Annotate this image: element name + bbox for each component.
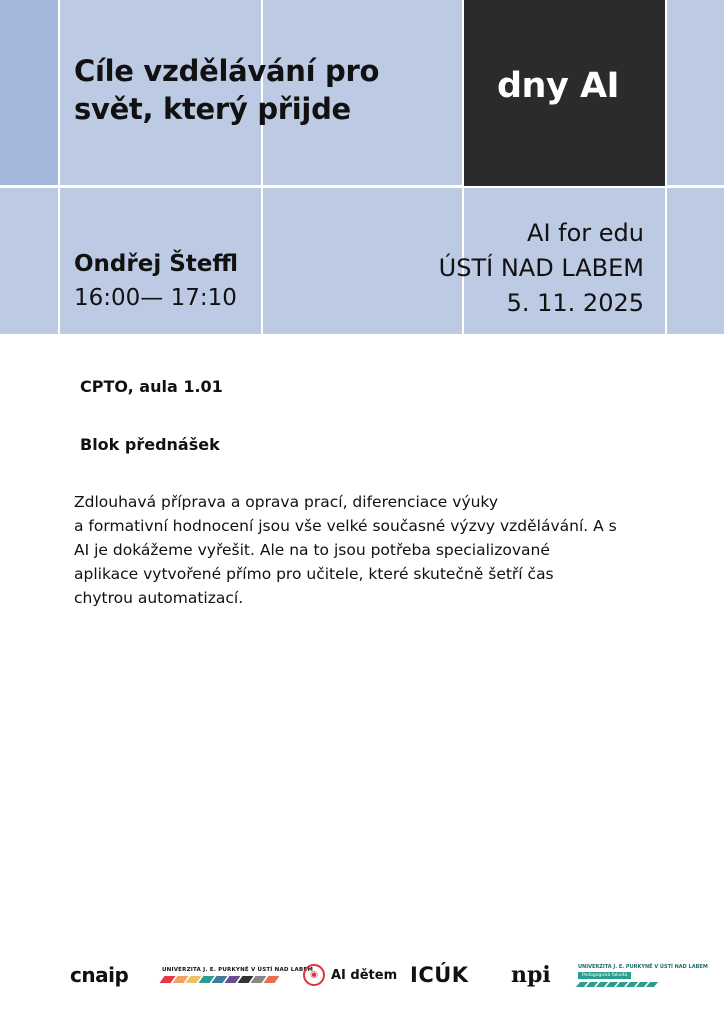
description-line: AI je dokážeme vyřešit. Ale na to jsou potřeba specializované — [74, 541, 550, 559]
npi-logo — [511, 958, 551, 992]
session-time: 16:00— 17:10 — [74, 285, 237, 311]
header-cell-6 — [0, 188, 58, 334]
title-line-2: svět, který přijde — [74, 92, 351, 126]
header-cell-10 — [667, 188, 724, 334]
cnaip-logo — [70, 958, 128, 992]
dny-ai-logo: dny AI — [497, 66, 620, 106]
icuk-logo-text: ICÚK — [410, 963, 469, 987]
pf-stripes — [578, 982, 658, 987]
cnaip-logo-text: cnaip — [70, 963, 129, 987]
speaker-name: Ondřej Šteffl — [74, 251, 239, 277]
header-cell-5 — [667, 0, 724, 185]
event-info — [439, 216, 644, 321]
description-line: a formativní hodnocení jsou vše velké současné výzvy vzdělávání. A s — [74, 517, 617, 535]
ujep-logo — [162, 958, 313, 992]
venue: CPTO, aula 1.01 — [80, 377, 223, 396]
header-cell-8 — [263, 188, 462, 334]
description-line: Zdlouhavá příprava a oprava prací, diferenciace výuky — [74, 493, 499, 511]
ujep-logo-text: UNIVERZITA J. E. PURKYNĚ V ÚSTÍ NAD LABEM — [162, 967, 313, 973]
page-title — [74, 52, 379, 128]
event-name: AI for edu — [527, 219, 644, 247]
pf-logo-subtitle: Pedagogická fakulta — [578, 972, 631, 979]
npi-logo-text: npi — [511, 962, 551, 988]
pf-logo-text: UNIVERZITA J. E. PURKYNĚ V ÚSTÍ NAD LABEM — [578, 963, 708, 970]
icuk-logo — [410, 958, 469, 992]
event-city: ÚSTÍ NAD LABEM — [438, 254, 644, 282]
description — [74, 490, 674, 610]
ai-detem-icon: ◉ — [303, 964, 325, 986]
description-line: chytrou automatizací. — [74, 589, 244, 607]
session-block: Blok přednášek — [80, 435, 220, 454]
event-date: 5. 11. 2025 — [506, 289, 644, 317]
pf-ujep-logo — [578, 958, 708, 992]
ai-detem-text: AI dětem — [331, 967, 398, 983]
ai-detem-logo — [303, 958, 397, 992]
title-line-1: Cíle vzdělávání pro — [74, 54, 380, 88]
description-line: aplikace vytvořené přímo pro učitele, které skutečně šetří čas — [74, 565, 554, 583]
header-cell-1 — [0, 0, 58, 185]
ujep-stripes — [162, 976, 279, 983]
